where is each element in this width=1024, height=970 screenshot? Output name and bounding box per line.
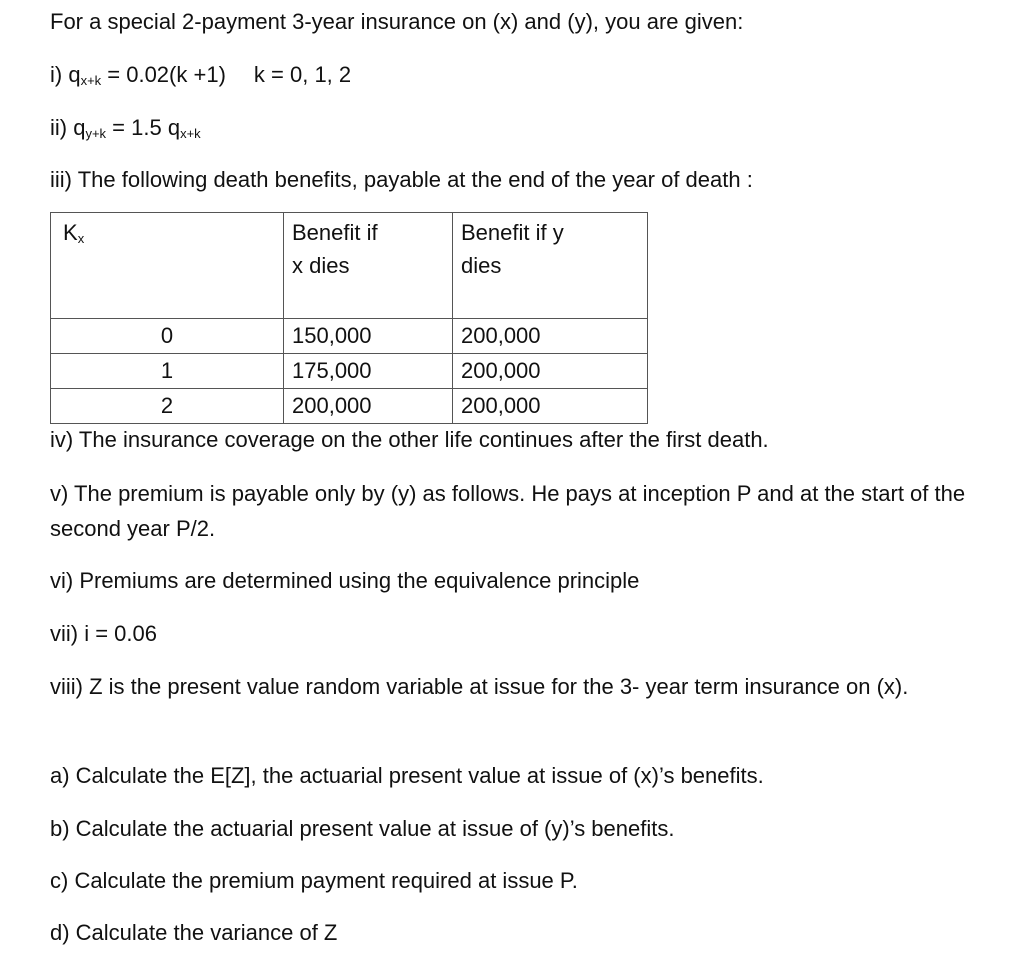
item-i-range: k = 0, 1, 2 (253, 62, 352, 87)
given-item-i (50, 61, 351, 95)
table-header-row (51, 213, 648, 319)
row-k: 0 (51, 319, 284, 354)
header-kx-main: K (63, 220, 78, 245)
death-benefit-table (50, 212, 648, 424)
given-item-vii: vii) i = 0.06 (50, 621, 157, 646)
table-row (51, 319, 648, 354)
given-item-v: v) The premium is payable only by (y) as follows. He pays at inception P and at the start of the second year P/2. (50, 481, 966, 541)
table-row (51, 389, 648, 424)
header-kx (51, 213, 284, 319)
given-item-iv: iv) The insurance coverage on the other life continues after the first death. (50, 427, 769, 452)
given-item-vi: vi) Premiums are determined using the equivalence principle (50, 568, 640, 593)
header-benefit-x (284, 213, 453, 319)
row-benefit-x: 175,000 (284, 354, 453, 389)
item-ii-subscript-x: x+k (180, 126, 201, 141)
header-benefit-y (453, 213, 648, 319)
row-benefit-x: 200,000 (284, 389, 453, 424)
item-i-subscript: x+k (80, 73, 102, 88)
row-benefit-x: 150,000 (284, 319, 453, 354)
question-a: a) Calculate the E[Z], the actuarial present value at issue of (x)’s benefits. (50, 763, 764, 788)
given-item-ii (50, 114, 201, 148)
row-benefit-y: 200,000 (453, 319, 648, 354)
given-item-viii: viii) Z is the present value random variable at issue for the 3- year term insurance on (x). (50, 674, 909, 699)
question-b: b) Calculate the actuarial present value at issue of (y)’s benefits. (50, 816, 675, 841)
header-benefit-y-line1: Benefit if y (461, 220, 564, 245)
row-k: 1 (51, 354, 284, 389)
question-d: d) Calculate the variance of Z (50, 920, 338, 945)
row-k: 2 (51, 389, 284, 424)
item-i-formula: = 0.02(k +1) (101, 62, 226, 87)
item-ii-prefix: ii) q (50, 115, 86, 140)
intro-text: For a special 2-payment 3-year insurance on (x) and (y), you are given: (50, 9, 744, 34)
row-benefit-y: 200,000 (453, 354, 648, 389)
header-benefit-x-line1: Benefit if (292, 220, 378, 245)
header-benefit-y-line2: dies (461, 253, 502, 278)
table-row (51, 354, 648, 389)
given-item-iii: iii) The following death benefits, payable at the end of the year of death : (50, 167, 753, 192)
header-benefit-x-line2: x dies (292, 253, 350, 278)
header-kx-sub: x (77, 231, 85, 246)
item-ii-subscript-y: y+k (85, 126, 107, 141)
question-c: c) Calculate the premium payment required at issue P. (50, 868, 578, 893)
item-ii-middle: = 1.5 q (106, 115, 181, 140)
item-i-prefix: i) q (50, 62, 81, 87)
row-benefit-y: 200,000 (453, 389, 648, 424)
